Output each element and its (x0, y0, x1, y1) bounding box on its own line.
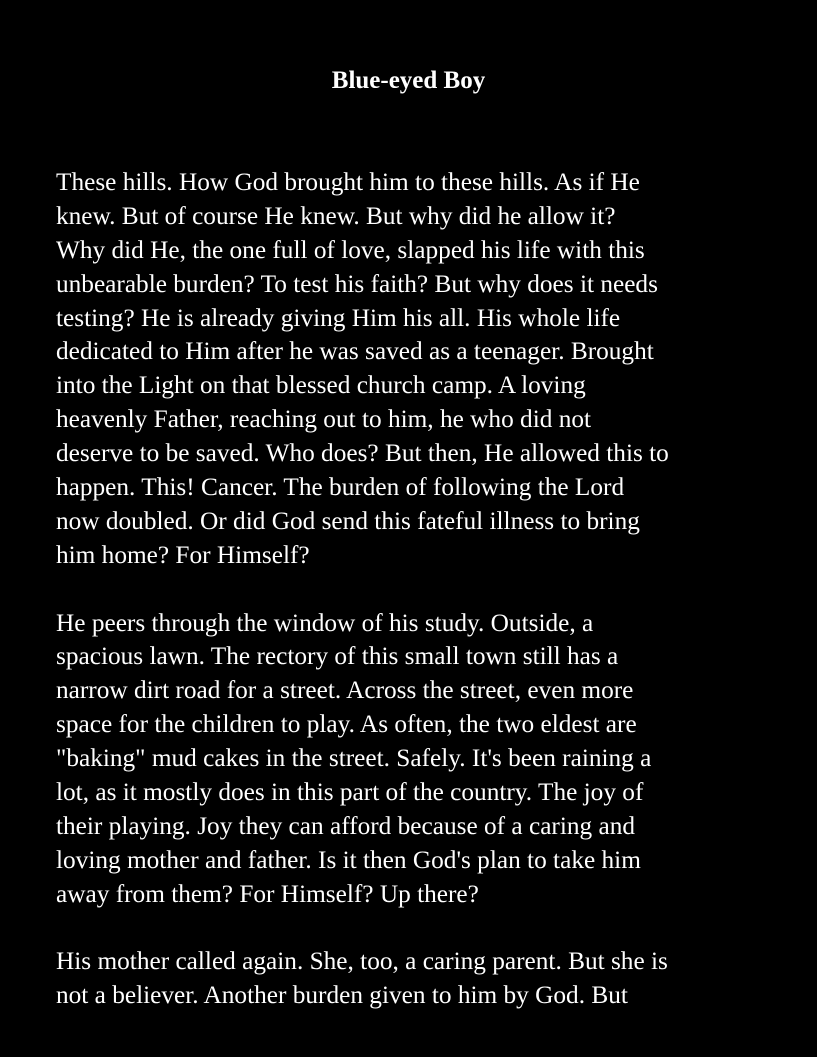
text-line: heavenly Father, reaching out to him, he who did not (56, 405, 592, 434)
text-line: knew. But of course He knew. But why did he allow it? (56, 201, 616, 230)
text-line: unbearable burden? To test his faith? But why does it needs (56, 269, 658, 298)
text-line: His mother called again. She, too, a caring parent. But she is (56, 947, 668, 976)
paragraph-gap (56, 573, 786, 607)
text-line: He peers through the window of his study. Outside, a (56, 608, 594, 637)
text-line: loving mother and father. Is it then God's plan to take him (56, 845, 641, 874)
text-line: dedicated to Him after he was saved as a teenager. Brought (56, 337, 654, 366)
text-line: happen. This! Cancer. The burden of following the Lord (56, 473, 625, 502)
text-line: not a believer. Another burden given to him by God. But (56, 981, 628, 1010)
text-line: away from them? For Himself? Up there? (56, 879, 479, 908)
paragraph-3 (56, 945, 786, 1013)
text-line: now doubled. Or did God send this fateful illness to bring (56, 506, 640, 535)
text-line: him home? For Himself? (56, 540, 310, 569)
text-line: deserve to be saved. Who does? But then, He allowed this to (56, 439, 669, 468)
text-line: testing? He is already giving Him his all. His whole life (56, 303, 621, 332)
text-line: Why did He, the one full of love, slapped his life with this (56, 235, 645, 264)
text-line: space for the children to play. As often, the two eldest are (56, 710, 637, 739)
text-line: These hills. How God brought him to these hills. As if He (56, 168, 640, 196)
paragraph-1 (56, 166, 786, 573)
paragraph-gap (56, 912, 786, 946)
document-title: Blue-eyed Boy (331, 67, 486, 94)
document-body (56, 166, 786, 1013)
text-line: their playing. Joy they can afford because of a caring and (56, 811, 636, 840)
text-line: lot, as it mostly does in this part of the country. The joy of (56, 778, 644, 807)
text-line: "baking" mud cakes in the street. Safely. It's been raining a (56, 744, 652, 773)
text-line: into the Light on that blessed church camp. A loving (56, 371, 586, 400)
paragraph-2 (56, 607, 786, 912)
text-line: spacious lawn. The rectory of this small town still has a (56, 642, 619, 671)
text-line: narrow dirt road for a street. Across the street, even more (56, 676, 634, 705)
